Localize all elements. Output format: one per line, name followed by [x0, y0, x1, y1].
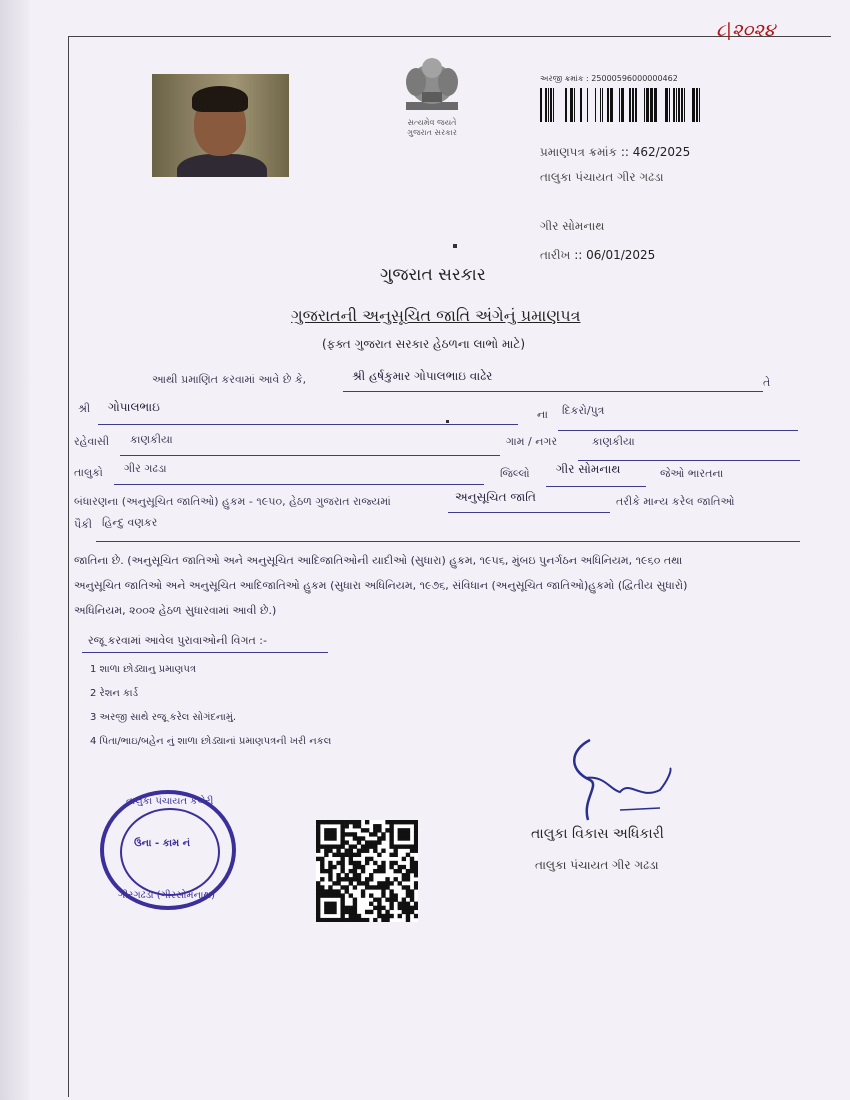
barcode-bar	[574, 88, 575, 122]
barcode-bar	[540, 88, 542, 122]
certificate-number-value: :: 462/2025	[620, 145, 691, 159]
paper-edge	[0, 0, 30, 1100]
barcode-bar	[619, 88, 620, 122]
village-label: ગામ / નગર	[506, 435, 558, 448]
certificate-title: ગુજરાતની અનુસૂચિત જાતિ અંગેનું પ્રમાણપત્ર	[291, 306, 581, 325]
barcode	[540, 88, 705, 122]
stamp-bottom-text: ગીરગઢડા (ગીરસોમનાથ)	[118, 890, 216, 901]
evidence-heading-line	[82, 652, 328, 653]
government-title: ગુજરાત સરકાર	[380, 265, 486, 285]
taluka-label: તાલુકો	[74, 466, 103, 479]
evidence-item: 1 શાળા છોડ્યાનુ પ્રમાણપત્ર	[90, 664, 196, 675]
category-suffix: તરીકે માન્ય કરેલ જાતિઓ	[616, 495, 735, 508]
application-number	[540, 74, 678, 84]
barcode-bar	[587, 88, 588, 122]
barcode-bar	[595, 88, 596, 122]
barcode-bar	[644, 88, 645, 122]
signatory-title: તાલુકા વિકાસ અધિકારી	[531, 826, 664, 842]
taluka-line	[114, 484, 484, 485]
stamp-inner-ring	[120, 808, 220, 896]
relation-prefix: ના	[537, 408, 548, 421]
signatory-office: તાલુકા પંચાયત ગીર ગઢડા	[535, 858, 659, 872]
stamp-center-text: ઉના - કામ નં	[134, 838, 191, 849]
barcode-bar	[548, 88, 549, 122]
taluka-value: ગીર ગઢડા	[124, 462, 167, 475]
barcode-bar	[665, 88, 668, 122]
speck	[453, 244, 457, 248]
emblem-caption: ગુજરાત સરકાર	[407, 128, 457, 137]
barcode-bar	[553, 88, 554, 122]
evidence-item: 3 અરજી સાથે રજૂ કરેલ સોગંદનામું.	[90, 712, 237, 723]
relation-line	[558, 430, 798, 431]
handwritten-note: ૮|૨૦૨૪	[716, 20, 776, 41]
barcode-bar	[650, 88, 653, 122]
lion-emblem-icon	[392, 52, 472, 114]
applicant-name-line	[343, 391, 763, 392]
evidence-heading: રજૂ કરવામાં આવેલ પુરાવાઓની વિગત :-	[88, 634, 267, 647]
barcode-bar	[602, 88, 603, 122]
caste-prefix: પૈકી	[74, 518, 93, 531]
village-line	[578, 460, 800, 461]
paragraph-line: અનુસૂચિત જાતિઓ અને અનુસૂચિત આદિજાતિઓ હુકમ (સુધારા અધિનિયમ, ૧૯૭૬, સંવિધાન (અનુસૂચિત જાતિઓ)હુકમો (દ્વિતીય સુધારો)	[74, 579, 688, 592]
barcode-bar	[635, 88, 637, 122]
legal-paragraph	[74, 548, 814, 623]
barcode-bar	[550, 88, 552, 122]
caste-line	[96, 541, 800, 542]
qr-code-icon	[316, 820, 418, 922]
father-prefix: શ્રી	[78, 402, 91, 415]
village-value: કાણકીયા	[592, 435, 635, 448]
state-emblem	[392, 52, 472, 138]
father-name: ગોપાલભાઇ	[108, 400, 160, 414]
relation-value: દિકરો/પુત્ર	[562, 404, 605, 417]
barcode-bar	[678, 88, 680, 122]
stamp-top-text: તાલુકા પંચાયત કચેરી	[126, 796, 214, 807]
barcode-bar	[684, 88, 685, 122]
application-number-label: અરજી ક્રમાંક :	[540, 74, 589, 83]
resident-label: રહેવાસી	[74, 435, 110, 448]
barcode-bar	[570, 88, 573, 122]
issue-date-label: તારીખ	[540, 248, 571, 262]
applicant-suffix: તે	[763, 376, 771, 389]
district-label: જિલ્લો	[500, 467, 530, 480]
applicant-name: શ્રી હર્ષકુમાર ગોપાલભાઇ વાઢેર	[352, 369, 493, 383]
paragraph-line: અધિનિયમ, ૨૦૦૨ હેઠળ સુધારવામાં આવી છે.)	[74, 604, 277, 617]
barcode-bar	[565, 88, 567, 122]
barcode-bar	[545, 88, 547, 122]
district-suffix: જેઓ ભારતના	[660, 467, 724, 480]
barcode-bar	[629, 88, 631, 122]
father-name-line	[98, 424, 518, 425]
office-stamp	[100, 790, 236, 910]
resident-value: કાણકીયા	[130, 433, 173, 446]
applicant-photo	[152, 74, 289, 177]
barcode-bar	[676, 88, 677, 122]
barcode-bar	[673, 88, 675, 122]
barcode-bar	[607, 88, 609, 122]
barcode-bar	[621, 88, 624, 122]
qr-code	[316, 820, 418, 922]
barcode-bar	[669, 88, 670, 122]
issuing-office: તાલુકા પંચાયત ગીર ગઢડા	[540, 170, 664, 184]
district-line	[546, 486, 646, 487]
certificate-number	[540, 145, 690, 160]
order-text: બંધારણના (અનુસૂચિત જાતિઓ) હુકમ - ૧૯૫૦, હેઠળ ગુજરાત રાજ્યમાં	[74, 495, 391, 508]
issuing-district: ગીર સોમનાથ	[540, 219, 605, 233]
category-value: અનુસૂચિત જાતિ	[455, 490, 536, 504]
evidence-item: 4 પિતા/ભાઇ/બહેન નું શાળા છોડ્યાનાં પ્રમાણપત્રની ખરી નકલ	[90, 736, 332, 747]
barcode-bar	[654, 88, 657, 122]
category-line	[448, 512, 610, 513]
district-value: ગીર સોમનાથ	[556, 462, 621, 476]
barcode-bar	[681, 88, 683, 122]
issue-date-value: :: 06/01/2025	[574, 248, 656, 262]
barcode-bar	[699, 88, 700, 122]
caste-value: હિન્દુ વણકર	[102, 516, 158, 529]
barcode-bar	[646, 88, 649, 122]
paragraph-line: જાતિના છે. (અનુસૂચિત જાતિઓ અને અનુસૂચિત આદિજાતિઓની યાદીઓ (સુધારા) હુકમ, ૧૯૫૬, મુંબઇ પુનર્ગઠન અધિનિયમ, ૧૯૬૦ તથા	[74, 554, 683, 567]
barcode-bar	[600, 88, 601, 122]
barcode-bar	[632, 88, 634, 122]
issue-date	[540, 248, 655, 263]
certify-prefix: આથી પ્રમાણિત કરવામાં આવે છે કે,	[152, 373, 307, 386]
application-number-value: 25000596000000462	[591, 74, 678, 83]
evidence-item: 2 રેશન કાર્ડ	[90, 688, 139, 699]
officer-signature	[560, 730, 680, 830]
barcode-bar	[692, 88, 695, 122]
certificate-number-label: પ્રમાણપત્ર ક્રમાંક	[540, 145, 618, 159]
certificate-subtitle: (ફક્ત ગુજરાત સરકાર હેઠળના લાભો માટે)	[322, 337, 526, 351]
resident-line	[120, 455, 500, 456]
speck	[446, 420, 449, 423]
emblem-motto: સત્યમેવ જયતે	[407, 118, 457, 127]
barcode-bar	[580, 88, 582, 122]
barcode-bar	[696, 88, 698, 122]
barcode-bar	[610, 88, 613, 122]
